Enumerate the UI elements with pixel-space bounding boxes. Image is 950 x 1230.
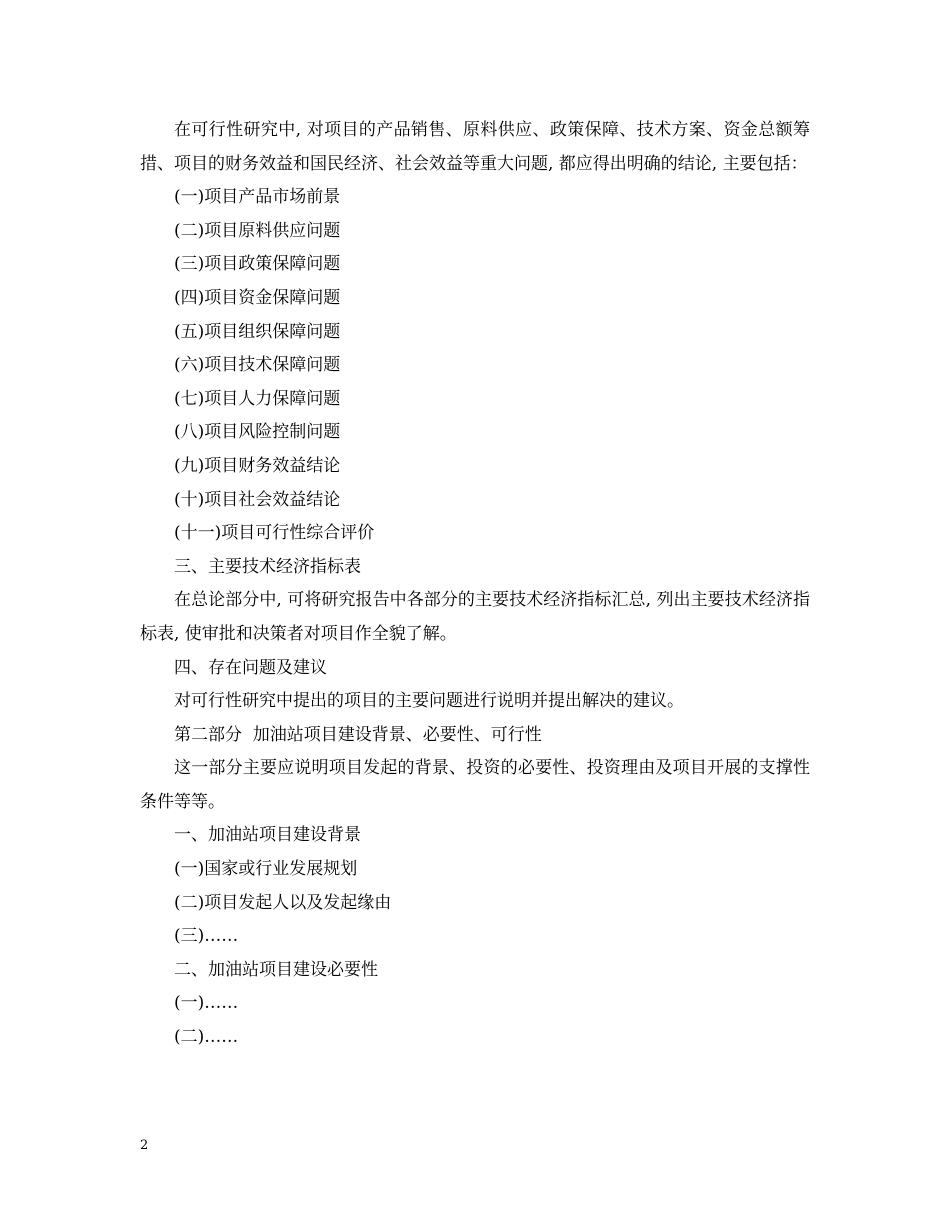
section-heading-necessity: 二、加油站项目建设必要性 [174, 959, 378, 980]
list-item-organization: (五)项目组织保障问题 [174, 321, 341, 342]
list-item-market: (一)项目产品市场前景 [174, 187, 341, 208]
page-number: 2 [140, 1138, 149, 1153]
section-heading-indicators: 三、主要技术经济指标表 [174, 556, 361, 577]
paragraph-indicators: 在总论部分中, 可将研究报告中各部分的主要技术经济指标汇总, 列出主要技术经济指标表, 使审批和决策者对项目作全貌了解。 [140, 590, 810, 644]
section-heading-background: 一、加油站项目建设背景 [174, 825, 361, 846]
list-item-ellipsis-3: (二)…… [174, 1027, 239, 1048]
paragraph-issues: 对可行性研究中提出的项目的主要问题进行说明并提出解决的建议。 [174, 691, 684, 712]
list-item-policy: (三)项目政策保障问题 [174, 254, 341, 275]
list-item-ellipsis-1: (三)…… [174, 926, 239, 947]
section-heading-issues: 四、存在问题及建议 [174, 657, 327, 678]
list-item-ellipsis-2: (一)…… [174, 993, 239, 1014]
list-item-technology: (六)项目技术保障问题 [174, 355, 341, 376]
list-item-social: (十)项目社会效益结论 [174, 489, 341, 510]
list-item-sponsor: (二)项目发起人以及发起缘由 [174, 892, 392, 913]
list-item-financial: (九)项目财务效益结论 [174, 455, 341, 476]
list-item-risk: (八)项目风险控制问题 [174, 422, 341, 443]
list-item-funding: (四)项目资金保障问题 [174, 287, 341, 308]
list-item-planning: (一)国家或行业发展规划 [174, 859, 358, 880]
list-item-human-resources: (七)项目人力保障问题 [174, 388, 341, 409]
part-heading-background: 第二部分 加油站项目建设背景、必要性、可行性 [174, 724, 542, 745]
list-item-overall: (十一)项目可行性综合评价 [174, 523, 375, 544]
paragraph-intro: 在可行性研究中, 对项目的产品销售、原料供应、政策保障、技术方案、资金总额筹措、项目的财务效益和国民经济、社会效益等重大问题, 都应得出明确的结论, 主要包括： [140, 120, 810, 174]
list-item-materials: (二)项目原料供应问题 [174, 220, 341, 241]
page-body [140, 114, 810, 1055]
paragraph-part-two: 这一部分主要应说明项目发起的背景、投资的必要性、投资理由及项目开展的支撑性条件等等。 [140, 758, 810, 812]
